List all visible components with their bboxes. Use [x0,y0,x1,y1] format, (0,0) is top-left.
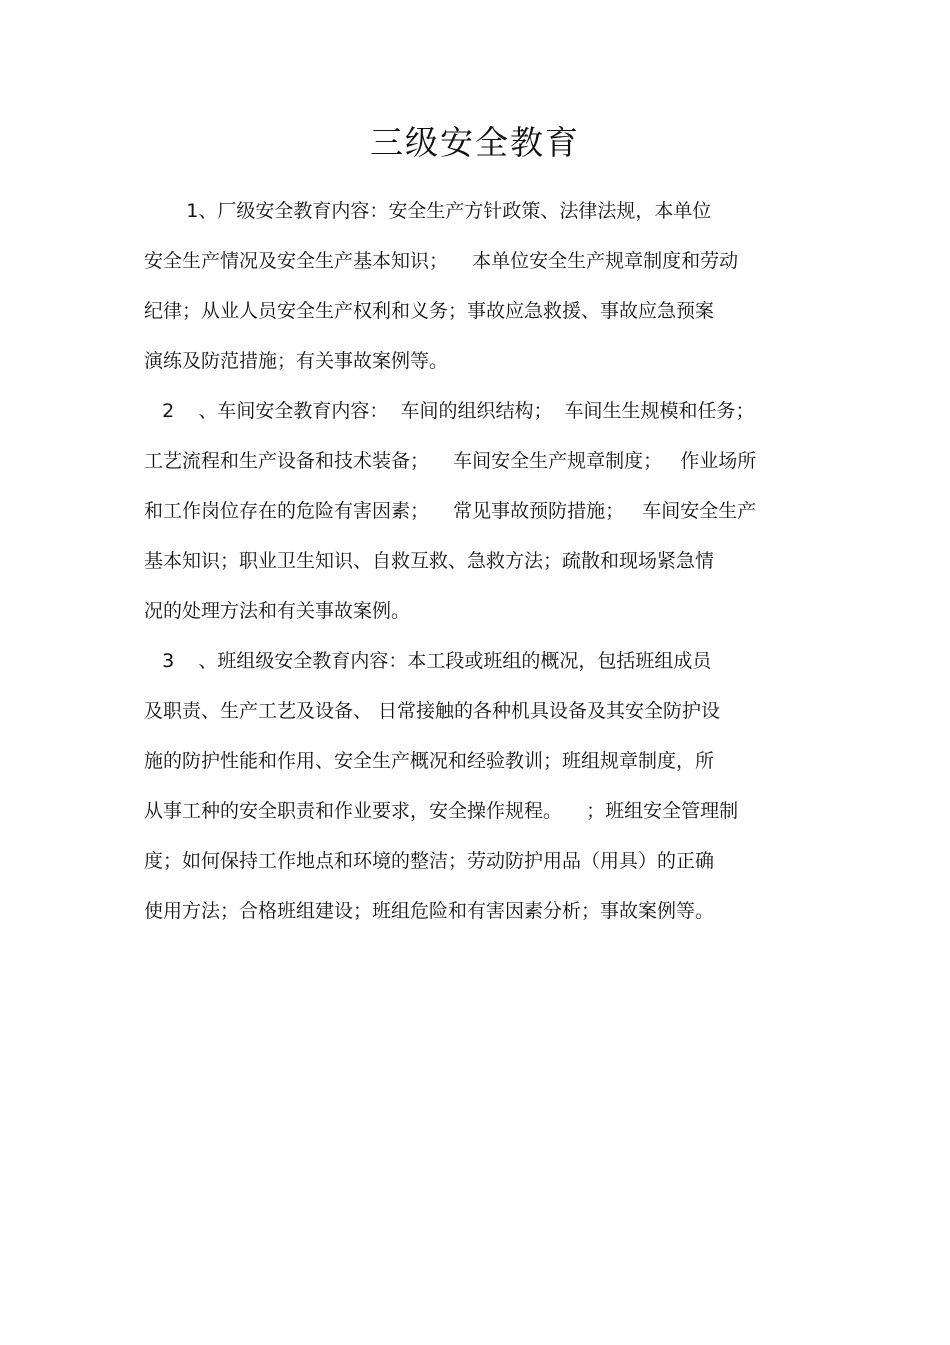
body-line-10: 3 、班组级安全教育内容：本工段或班组的概况，包括班组成员 [144,650,712,672]
body-line-15: 使用方法；合格班组建设；班组危险和有害因素分析；事故案例等。 [144,900,715,922]
body-line-3: 纪律；从业人员安全生产权利和义务；事故应急救援、事故应急预案 [144,300,715,322]
body-line-13: 从事工种的安全职责和作业要求，安全操作规程。 ；班组安全管理制 [144,800,739,822]
body-line-5: 2 、车间安全教育内容： 车间的组织结构； 车间生生规模和任务； [144,400,755,422]
body-line-12: 施的防护性能和作用、安全生产概况和经验教训；班组规章制度，所 [144,750,715,772]
body-line-9: 况的处理方法和有关事故案例。 [144,600,411,622]
body-line-14: 度；如何保持工作地点和环境的整洁；劳动防护用品（用具）的正确 [144,850,715,872]
document-title: 三级安全教育 [370,123,580,162]
body-line-4: 演练及防范措施；有关事故案例等。 [144,350,449,372]
body-line-8: 基本知识；职业卫生知识、自救互救、急救方法；疏散和现场紧急情 [144,550,715,572]
body-line-2: 安全生产情况及安全生产基本知识； 本单位安全生产规章制度和劳动 [144,250,739,272]
body-line-11: 及职责、生产工艺及设备、 日常接触的各种机具设备及其安全防护设 [144,700,721,722]
body-line-6: 工艺流程和生产设备和技术装备； 车间安全生产规章制度； 作业场所 [144,450,757,472]
body-line-1: 1、厂级安全教育内容：安全生产方针政策、法律法规，本单位 [144,200,712,222]
body-line-7: 和工作岗位存在的危险有害因素； 常见事故预防措施； 车间安全生产 [144,500,757,522]
